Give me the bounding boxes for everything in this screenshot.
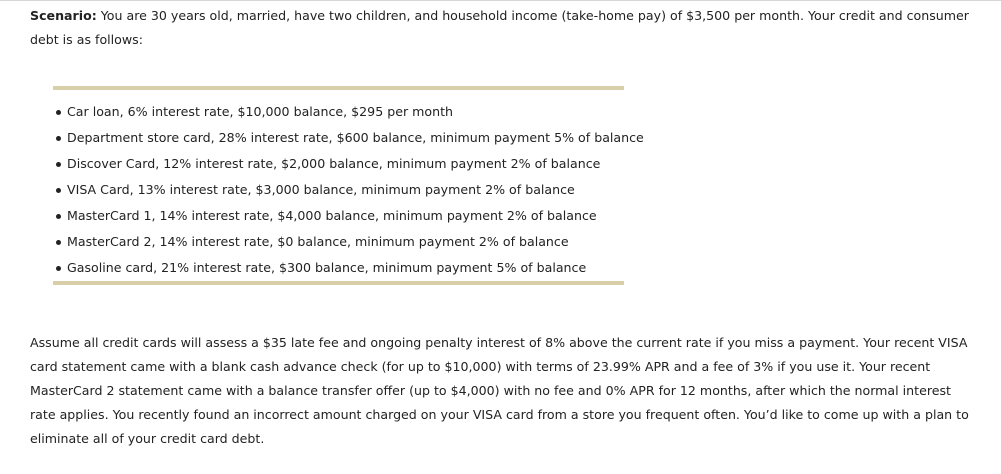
debt-item-text: VISA Card, 13% interest rate, $3,000 balance, minimum payment 2% of balance [67, 182, 575, 197]
debt-list-box [53, 86, 644, 285]
bullet-icon [56, 110, 61, 115]
bullet-icon [56, 162, 61, 167]
list-item [53, 99, 644, 125]
list-item [53, 151, 644, 177]
debt-item-text: Discover Card, 12% interest rate, $2,000 balance, minimum payment 2% of balance [67, 156, 601, 171]
list-item [53, 203, 644, 229]
debt-item-text: MasterCard 2, 14% interest rate, $0 balance, minimum payment 2% of balance [67, 234, 569, 249]
scenario-text: You are 30 years old, married, have two children, and household income (take-home pay) of $3,500 per month. Your credit and consumer debt is as follows: [30, 8, 969, 47]
assumptions-text: Assume all credit cards will assess a $35 late fee and ongoing penalty interest of 8% above the current rate if you miss a payment. Your recent VISA card statement came with a blank cash advance check (for up to $10,000) with terms of 23.99% APR and a fee of 3% if you use it. Your recent MasterCard 2 statement came with a balance transfer offer (up to $4,000) with no fee and 0% APR for 12 months, after which the normal interest rate applies. You recently found an incorrect amount charged on your VISA card from a store you frequent often. You’d like to come up with a plan to eliminate all of your credit card debt. [30, 335, 969, 446]
debt-item-text: Car loan, 6% interest rate, $10,000 balance, $295 per month [67, 104, 454, 119]
top-divider [0, 0, 1001, 1]
list-item [53, 229, 644, 255]
bullet-icon [56, 266, 61, 271]
scenario-paragraph [30, 4, 970, 52]
bullet-icon [56, 188, 61, 193]
debt-item-text: MasterCard 1, 14% interest rate, $4,000 balance, minimum payment 2% of balance [67, 208, 597, 223]
bullet-icon [56, 214, 61, 219]
list-item [53, 255, 644, 281]
bullet-icon [56, 240, 61, 245]
debt-item-text: Gasoline card, 21% interest rate, $300 balance, minimum payment 5% of balance [67, 260, 587, 275]
bullet-icon [56, 136, 61, 141]
assumptions-paragraph [30, 331, 975, 451]
list-item [53, 125, 644, 151]
scenario-label: Scenario: [30, 8, 97, 23]
debt-list [53, 99, 644, 281]
list-item [53, 177, 644, 203]
debt-item-text: Department store card, 28% interest rate, $600 balance, minimum payment 5% of balance [67, 130, 644, 145]
